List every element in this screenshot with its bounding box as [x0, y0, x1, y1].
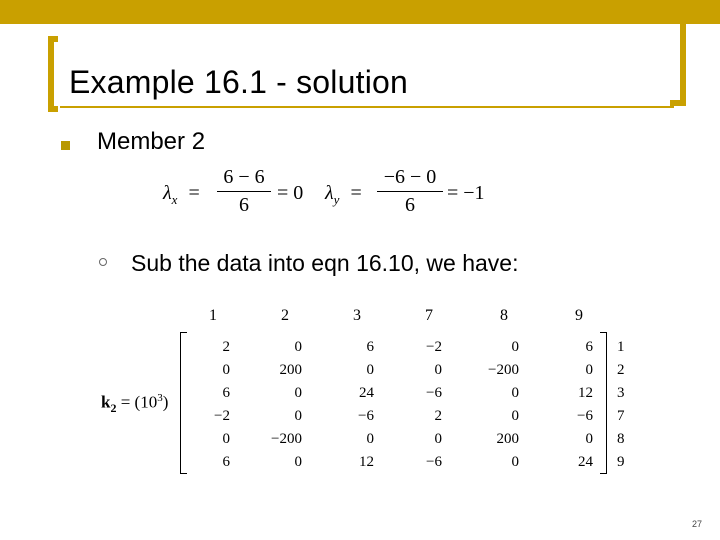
matrix-row-header: 8 [617, 431, 625, 447]
matrix-cell: 2 [222, 339, 230, 355]
top-accent-bar [0, 0, 720, 24]
matrix-cell: 0 [434, 362, 442, 378]
matrix-label-sub: 2 [110, 401, 117, 416]
matrix-cell: −6 [577, 408, 593, 424]
matrix-row-header: 7 [617, 408, 625, 424]
lambda-y-equals: = [350, 182, 362, 204]
matrix-cell: 6 [222, 385, 230, 401]
matrix-cell: 12 [359, 454, 374, 470]
lambda-x-denominator: 6 [239, 194, 249, 216]
matrix-cell: 0 [511, 408, 519, 424]
title-underline [60, 106, 674, 108]
lambda-x-symbol: λ [163, 182, 172, 204]
matrix-row-header: 3 [617, 385, 625, 401]
slide-title: Example 16.1 - solution [69, 64, 409, 100]
matrix-label [101, 392, 168, 416]
matrix-cell: 0 [366, 431, 374, 447]
bullet-member: Member 2 [97, 128, 206, 155]
sub-bullet-circle-icon [99, 258, 107, 266]
page-number: 27 [692, 519, 703, 529]
matrix-label-exp: 3 [157, 392, 163, 404]
matrix-label-k: k [101, 392, 111, 412]
lambda-x-fraction [217, 166, 271, 217]
lambda-y-result: = −1 [447, 182, 485, 204]
matrix-cell: −200 [271, 431, 302, 447]
matrix-bracket-right [600, 332, 607, 474]
matrix-cell: 0 [585, 431, 593, 447]
matrix-row-header: 9 [617, 454, 625, 470]
matrix-row-header: 2 [617, 362, 625, 378]
matrix-cell: 0 [222, 362, 230, 378]
matrix-col-header: 7 [425, 307, 433, 324]
matrix-cell: 0 [511, 454, 519, 470]
matrix-cell: 0 [511, 339, 519, 355]
matrix-cell: 0 [585, 362, 593, 378]
lambda-x-sub: x [171, 192, 178, 207]
matrix-cell: 24 [578, 454, 593, 470]
matrix-cell: 0 [294, 454, 302, 470]
matrix-cell: −6 [426, 454, 442, 470]
matrix-cell: 0 [294, 408, 302, 424]
matrix-label-eq: = (10 [116, 392, 158, 412]
matrix-cell: −200 [488, 362, 519, 378]
matrix-cell: 0 [511, 385, 519, 401]
matrix-cell: 24 [359, 385, 374, 401]
matrix-cell: −6 [358, 408, 374, 424]
lambda-y-denominator: 6 [405, 194, 415, 216]
matrix-col-header: 3 [353, 307, 361, 324]
sub-bullet-text: Sub the data into eqn 16.10, we have: [131, 250, 519, 276]
matrix-cell: 0 [222, 431, 230, 447]
matrix-col-header: 2 [281, 307, 289, 324]
title-bracket-right [670, 24, 686, 106]
matrix-cell: 200 [279, 362, 302, 378]
matrix-col-header: 8 [500, 307, 508, 324]
matrix-cell: 0 [434, 431, 442, 447]
lambda-x-numerator: 6 − 6 [223, 166, 265, 188]
matrix-cell: 12 [578, 385, 593, 401]
lambda-y-fraction [377, 166, 443, 217]
matrix-cell: −2 [426, 339, 442, 355]
matrix-cell: 200 [496, 431, 519, 447]
title-bracket-left [48, 36, 58, 112]
matrix-cell: 6 [366, 339, 374, 355]
matrix-cell: −2 [214, 408, 230, 424]
lambda-y-sub: y [333, 192, 340, 207]
matrix-col-header: 1 [209, 307, 217, 324]
matrix-cell: 6 [222, 454, 230, 470]
lambda-y-numerator: −6 − 0 [383, 166, 437, 188]
matrix-row-header: 1 [617, 339, 625, 355]
matrix-cell: 0 [366, 362, 374, 378]
matrix-label-close: ) [162, 392, 169, 412]
matrix-cell: 0 [294, 339, 302, 355]
bullet-square-icon [61, 141, 70, 150]
matrix-cell: 6 [585, 339, 593, 355]
lambda-x-equals: = [188, 182, 200, 204]
matrix-cell: 2 [434, 408, 442, 424]
matrix-col-header: 9 [575, 307, 583, 324]
matrix-cell: −6 [426, 385, 442, 401]
lambda-y-symbol: λ [325, 182, 334, 204]
matrix-cell: 0 [294, 385, 302, 401]
lambda-x-result: = 0 [277, 182, 304, 204]
